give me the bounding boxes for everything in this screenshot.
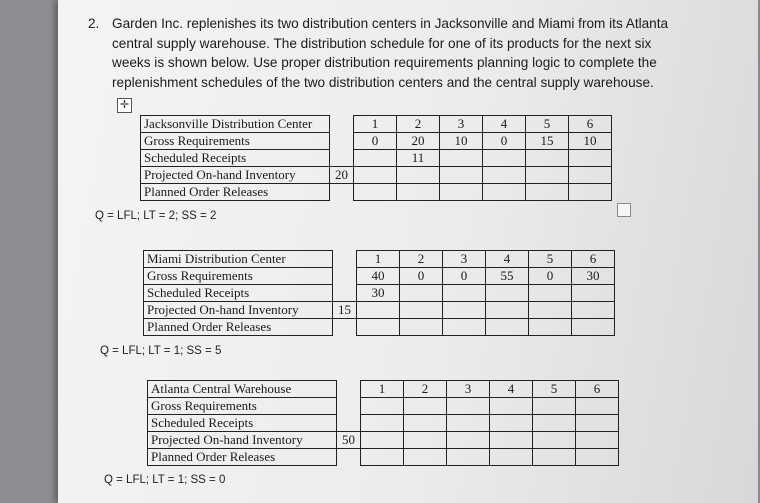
period-cell[interactable]	[483, 167, 526, 184]
period-cell[interactable]	[404, 449, 447, 466]
period-cell[interactable]	[447, 398, 490, 415]
period-cell[interactable]	[361, 432, 404, 449]
inventory-cell	[337, 415, 361, 432]
period-cell[interactable]	[576, 415, 619, 432]
period-cell[interactable]: 0	[354, 133, 397, 150]
period-cell[interactable]	[486, 302, 529, 319]
inventory-cell	[337, 398, 361, 415]
miami-table[interactable]	[143, 250, 615, 336]
period-header: 2	[397, 116, 440, 133]
question-number: 2.	[88, 16, 100, 31]
period-cell[interactable]	[397, 184, 440, 201]
period-cell[interactable]	[533, 415, 576, 432]
policy-note: Q = LFL; LT = 2; SS = 2	[95, 210, 217, 222]
inventory-cell	[333, 319, 357, 336]
period-cell[interactable]	[576, 449, 619, 466]
table-title: Miami Distribution Center	[144, 251, 333, 268]
inventory-cell	[330, 150, 354, 167]
inventory-cell	[333, 285, 357, 302]
period-cell[interactable]	[526, 150, 569, 167]
period-header: 1	[357, 251, 400, 268]
period-cell[interactable]	[404, 432, 447, 449]
question-block	[88, 14, 688, 92]
period-cell[interactable]	[483, 150, 526, 167]
period-cell[interactable]	[490, 415, 533, 432]
period-cell[interactable]	[443, 285, 486, 302]
period-cell[interactable]	[526, 184, 569, 201]
period-header: 3	[443, 251, 486, 268]
period-cell[interactable]: 10	[569, 133, 612, 150]
period-cell[interactable]	[400, 285, 443, 302]
period-cell[interactable]	[576, 432, 619, 449]
period-cell[interactable]	[486, 285, 529, 302]
period-cell[interactable]	[490, 398, 533, 415]
table-row	[144, 302, 615, 319]
period-header: 5	[533, 381, 576, 398]
period-cell[interactable]	[447, 432, 490, 449]
row-label: Scheduled Receipts	[144, 285, 333, 302]
period-cell[interactable]: 15	[526, 133, 569, 150]
period-cell[interactable]	[447, 415, 490, 432]
period-cell[interactable]	[533, 398, 576, 415]
period-cell[interactable]	[572, 302, 615, 319]
period-cell[interactable]	[576, 398, 619, 415]
table-title: Atlanta Central Warehouse	[148, 381, 337, 398]
row-label: Gross Requirements	[141, 133, 330, 150]
table-header-row	[141, 116, 612, 133]
period-cell[interactable]	[529, 302, 572, 319]
period-header: 6	[569, 116, 612, 133]
period-cell[interactable]	[572, 319, 615, 336]
resize-handle-icon[interactable]	[617, 203, 631, 217]
inventory-cell	[333, 268, 357, 285]
atlanta-table[interactable]	[147, 380, 619, 466]
period-header: 4	[486, 251, 529, 268]
period-cell[interactable]	[490, 432, 533, 449]
period-cell[interactable]	[404, 398, 447, 415]
table-row	[148, 398, 619, 415]
inventory-cell	[330, 133, 354, 150]
inventory-cell: 50	[337, 432, 361, 449]
table-row	[148, 449, 619, 466]
period-header: 5	[526, 116, 569, 133]
period-header: 1	[354, 116, 397, 133]
row-label: Planned Order Releases	[144, 319, 333, 336]
period-cell[interactable]	[443, 319, 486, 336]
period-header: 3	[447, 381, 490, 398]
period-cell[interactable]: 20	[397, 133, 440, 150]
period-cell[interactable]: 0	[400, 268, 443, 285]
period-cell[interactable]	[400, 302, 443, 319]
row-label: Gross Requirements	[144, 268, 333, 285]
period-cell[interactable]	[447, 449, 490, 466]
inventory-cell: 15	[333, 302, 357, 319]
table-title: Jacksonville Distribution Center	[141, 116, 330, 133]
period-cell[interactable]	[357, 319, 400, 336]
period-cell[interactable]	[440, 184, 483, 201]
question-text: Garden Inc. replenishes its two distribution centers in Jacksonville and Miami from its Atlanta central supply warehouse. The distribution schedule for one of its products for the next six weeks is shown below. Use proper distribution requirements planning logic to complete the replenishment schedules of the two distribution centers and the central supply warehouse.	[112, 16, 669, 90]
table-row	[141, 133, 612, 150]
period-cell[interactable]: 0	[529, 268, 572, 285]
row-label: Planned Order Releases	[141, 184, 330, 201]
table-row	[141, 150, 612, 167]
period-cell[interactable]	[440, 167, 483, 184]
table-header-row	[144, 251, 615, 268]
jacksonville-table[interactable]	[140, 115, 612, 201]
row-label: Gross Requirements	[148, 398, 337, 415]
row-label: Projected On-hand Inventory	[144, 302, 333, 319]
period-cell[interactable]	[529, 285, 572, 302]
row-label: Scheduled Receipts	[141, 150, 330, 167]
period-cell[interactable]	[354, 184, 397, 201]
row-label: Planned Order Releases	[148, 449, 337, 466]
table-row	[144, 319, 615, 336]
period-cell[interactable]: 30	[572, 268, 615, 285]
period-cell[interactable]	[569, 184, 612, 201]
period-cell[interactable]	[361, 398, 404, 415]
period-header: 2	[404, 381, 447, 398]
inventory-cell	[333, 251, 357, 268]
table-row	[148, 415, 619, 432]
period-cell[interactable]: 11	[397, 150, 440, 167]
period-header: 6	[576, 381, 619, 398]
plus-move-icon[interactable]: ✛	[117, 98, 132, 113]
table-row	[148, 432, 619, 449]
period-cell[interactable]	[533, 432, 576, 449]
period-cell[interactable]	[572, 285, 615, 302]
period-cell[interactable]	[569, 167, 612, 184]
period-header: 4	[490, 381, 533, 398]
period-cell[interactable]	[569, 150, 612, 167]
period-header: 3	[440, 116, 483, 133]
period-cell[interactable]	[486, 319, 529, 336]
period-cell[interactable]	[361, 449, 404, 466]
table-row	[141, 184, 612, 201]
table-row	[144, 285, 615, 302]
period-cell[interactable]	[354, 167, 397, 184]
period-cell[interactable]	[354, 150, 397, 167]
table-header-row	[148, 381, 619, 398]
inventory-cell	[337, 381, 361, 398]
period-header: 5	[529, 251, 572, 268]
period-cell[interactable]	[526, 167, 569, 184]
period-cell[interactable]	[357, 302, 400, 319]
row-label: Projected On-hand Inventory	[141, 167, 330, 184]
table-row	[144, 268, 615, 285]
period-header: 6	[572, 251, 615, 268]
period-cell[interactable]	[529, 319, 572, 336]
period-cell[interactable]	[397, 167, 440, 184]
period-cell[interactable]	[404, 415, 447, 432]
period-header: 2	[400, 251, 443, 268]
period-cell[interactable]: 0	[443, 268, 486, 285]
period-cell[interactable]	[361, 415, 404, 432]
period-cell[interactable]: 40	[357, 268, 400, 285]
row-label: Scheduled Receipts	[148, 415, 337, 432]
policy-note: Q = LFL; LT = 1; SS = 0	[104, 474, 226, 486]
period-cell[interactable]: 0	[483, 133, 526, 150]
period-cell[interactable]: 10	[440, 133, 483, 150]
period-cell[interactable]	[440, 150, 483, 167]
period-cell[interactable]	[490, 449, 533, 466]
period-header: 4	[483, 116, 526, 133]
inventory-cell	[330, 116, 354, 133]
period-cell[interactable]	[533, 449, 576, 466]
inventory-cell	[337, 449, 361, 466]
inventory-cell	[330, 184, 354, 201]
inventory-cell: 20	[330, 167, 354, 184]
policy-note: Q = LFL; LT = 1; SS = 5	[100, 345, 222, 357]
period-cell[interactable]: 55	[486, 268, 529, 285]
row-label: Projected On-hand Inventory	[148, 432, 337, 449]
period-cell[interactable]	[483, 184, 526, 201]
period-cell[interactable]	[400, 319, 443, 336]
period-cell[interactable]: 30	[357, 285, 400, 302]
table-row	[141, 167, 612, 184]
period-header: 1	[361, 381, 404, 398]
period-cell[interactable]	[443, 302, 486, 319]
